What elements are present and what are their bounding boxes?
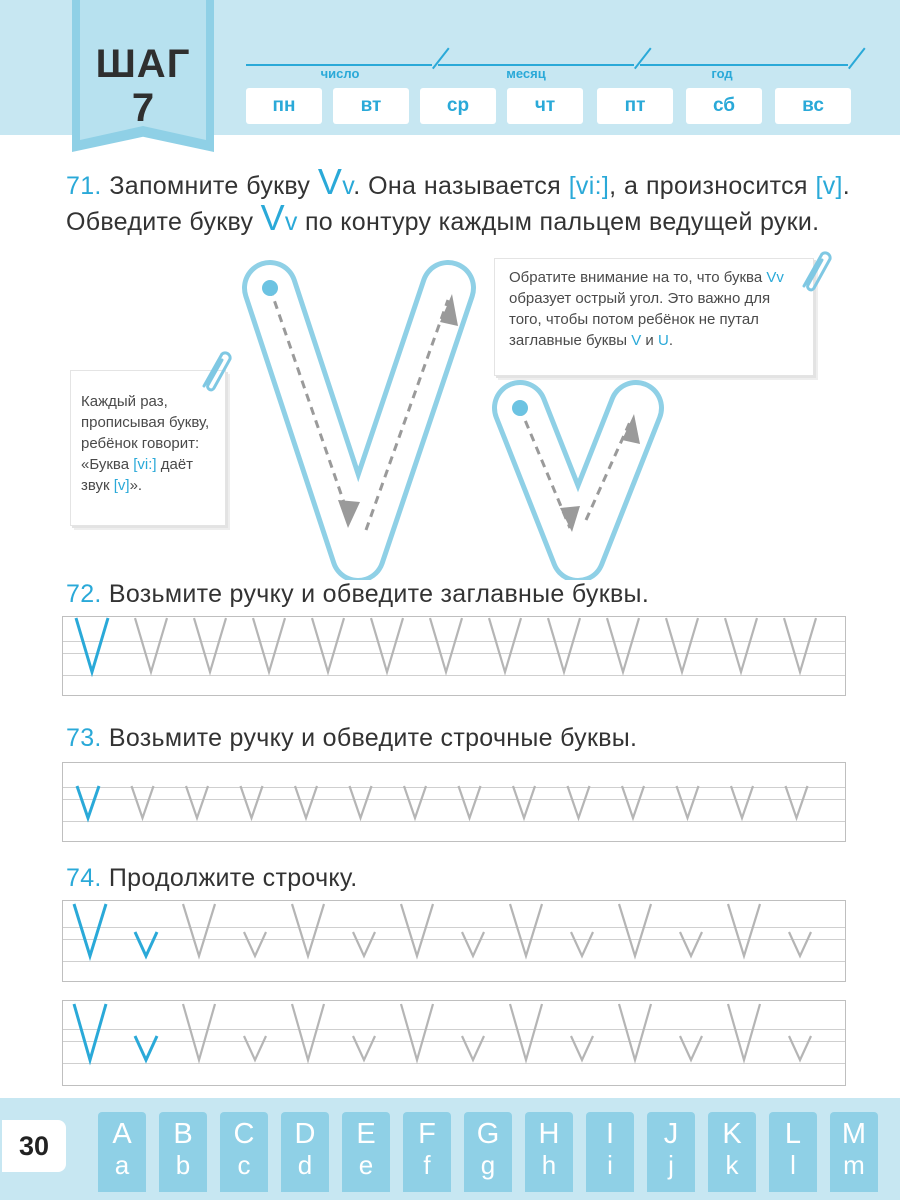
alphabet-tab-a <box>98 1112 146 1192</box>
task-73-number: 73. <box>66 724 102 752</box>
alphabet-lower: f <box>423 1150 431 1180</box>
trace-letter-v[interactable] <box>462 932 484 956</box>
note-text: Каждый раз, прописывая букву, ребёнок говорит: «Буква <box>81 393 210 473</box>
note-acute-angle <box>494 258 814 376</box>
trace-letter-v[interactable] <box>459 786 481 818</box>
trace-letter-V[interactable] <box>183 904 215 956</box>
alphabet-upper: D <box>294 1118 316 1150</box>
sample-letter-v[interactable] <box>135 1036 157 1060</box>
weekday-thu[interactable]: чт <box>507 88 583 124</box>
alphabet-tab-d <box>281 1112 329 1192</box>
weekday-tue[interactable]: вт <box>333 88 409 124</box>
note-text: . <box>668 332 673 349</box>
alphabet-tab-b <box>159 1112 207 1192</box>
sample-letter-v[interactable] <box>135 932 157 956</box>
page-number: 30 <box>2 1120 66 1172</box>
trace-letter-v[interactable] <box>571 1036 593 1060</box>
letter-sound: [v] <box>815 172 843 200</box>
task-71-part: . Обведите букву <box>66 172 850 236</box>
trace-letter-V[interactable] <box>292 1004 324 1060</box>
note-text: Обратите внимание на то, что буква <box>509 269 767 286</box>
trace-letter-V[interactable] <box>371 618 403 672</box>
trace-letter-v[interactable] <box>786 786 808 818</box>
weekday-sun[interactable]: вс <box>775 88 851 124</box>
lowercase-trace-row[interactable] <box>62 762 844 840</box>
note-text: ». <box>129 477 143 494</box>
alphabet-lower: d <box>297 1150 313 1180</box>
trace-letter-v[interactable] <box>571 932 593 956</box>
trace-letter-v[interactable] <box>241 786 263 818</box>
letter-upper: V <box>260 197 285 238</box>
alphabet-tab-i <box>586 1112 634 1192</box>
alphabet-upper: G <box>476 1118 500 1150</box>
note-text: образует острый угол. Это важно для того, чтобы потом ребёнок не путал заглавные буквы <box>509 290 771 349</box>
alphabet-lower: a <box>114 1150 130 1180</box>
trace-letter-V[interactable] <box>619 904 651 956</box>
task-73-text <box>66 724 637 753</box>
uppercase-v-outline[interactable] <box>262 280 458 555</box>
task-71-part: . Она называется <box>353 172 569 200</box>
note-letter-sound: [v] <box>113 477 130 494</box>
step-number: 7 <box>131 86 155 130</box>
task-73-instruction: Возьмите ручку и обведите строчные буквы. <box>101 724 638 752</box>
alphabet-tab-k <box>708 1112 756 1192</box>
trace-letter-v[interactable] <box>789 932 811 956</box>
alphabet-lower: l <box>790 1150 796 1180</box>
trace-letter-V[interactable] <box>430 618 462 672</box>
alphabet-upper: F <box>418 1118 436 1150</box>
alphabet-upper: J <box>663 1118 679 1150</box>
lowercase-v-outline[interactable] <box>512 400 640 555</box>
trace-letter-V[interactable] <box>728 1004 760 1060</box>
trace-letter-V[interactable] <box>135 618 167 672</box>
sample-letter-V[interactable] <box>74 904 106 956</box>
trace-letter-v[interactable] <box>244 1036 266 1060</box>
weekday-fri[interactable]: пт <box>597 88 673 124</box>
trace-letter-V[interactable] <box>666 618 698 672</box>
trace-letter-V[interactable] <box>194 618 226 672</box>
alphabet-lower: j <box>668 1150 674 1180</box>
uppercase-trace-row[interactable] <box>62 616 844 694</box>
task-74-number: 74. <box>66 864 102 892</box>
trace-letter-V[interactable] <box>183 1004 215 1060</box>
alphabet-upper: H <box>538 1118 560 1150</box>
alphabet-tab-m <box>830 1112 878 1192</box>
alphabet-upper: K <box>722 1118 742 1150</box>
alphabet-tab-e <box>342 1112 390 1192</box>
trace-letter-v[interactable] <box>186 786 208 818</box>
alphabet-lower: e <box>358 1150 374 1180</box>
trace-letter-v[interactable] <box>568 786 590 818</box>
trace-letter-v[interactable] <box>462 1036 484 1060</box>
trace-letter-v[interactable] <box>789 1036 811 1060</box>
trace-letter-v[interactable] <box>404 786 426 818</box>
alphabet-upper: B <box>173 1118 193 1150</box>
alphabet-lower: c <box>237 1150 251 1180</box>
trace-letter-V[interactable] <box>619 1004 651 1060</box>
trace-letter-V[interactable] <box>510 904 542 956</box>
trace-letter-v[interactable] <box>295 786 317 818</box>
trace-letter-v[interactable] <box>132 786 154 818</box>
letter-lower: v <box>342 172 354 200</box>
alphabet-tab-j <box>647 1112 695 1192</box>
alphabet-lower: m <box>843 1150 865 1180</box>
trace-letter-V[interactable] <box>725 618 757 672</box>
trace-letter-v[interactable] <box>350 786 372 818</box>
alphabet-lower: k <box>725 1150 739 1180</box>
continue-trace-row-1[interactable] <box>62 900 844 980</box>
alphabet-tab-l <box>769 1112 817 1192</box>
alphabet-lower: b <box>175 1150 191 1180</box>
alphabet-tab-g <box>464 1112 512 1192</box>
letter-upper: V <box>317 161 343 202</box>
trace-letter-v[interactable] <box>244 932 266 956</box>
trace-letter-V[interactable] <box>607 618 639 672</box>
trace-letter-v[interactable] <box>353 932 375 956</box>
weekday-sat[interactable]: сб <box>686 88 762 124</box>
weekday-wed[interactable]: ср <box>420 88 496 124</box>
trace-letter-v[interactable] <box>622 786 644 818</box>
sample-letter-V[interactable] <box>76 618 108 672</box>
trace-letter-V[interactable] <box>548 618 580 672</box>
alphabet-tab-f <box>403 1112 451 1192</box>
trace-letter-V[interactable] <box>489 618 521 672</box>
trace-letter-V[interactable] <box>401 1004 433 1060</box>
date-label-month: месяц <box>506 66 546 81</box>
task-72-instruction: Возьмите ручку и обведите заглавные буквы. <box>101 580 650 608</box>
note-letters: Vv <box>766 269 784 286</box>
alphabet-tab-c <box>220 1112 268 1192</box>
note-letter-u: U <box>657 332 669 349</box>
date-label-day: число <box>320 66 360 81</box>
trace-letter-v[interactable] <box>513 786 535 818</box>
task-71-part: по контуру каждым пальцем ведущей руки. <box>297 208 820 236</box>
trace-letter-V[interactable] <box>312 618 344 672</box>
continue-trace-row-2[interactable] <box>62 1000 844 1084</box>
alphabet-upper: C <box>233 1118 255 1150</box>
alphabet-upper: E <box>356 1118 376 1150</box>
trace-letter-V[interactable] <box>401 904 433 956</box>
task-72-number: 72. <box>66 580 102 608</box>
task-74-text <box>66 864 357 893</box>
task-71-number: 71. <box>66 172 102 200</box>
task-71-text <box>66 161 850 238</box>
note-letter-name: [vi:] <box>133 456 157 473</box>
trace-letter-v[interactable] <box>680 1036 702 1060</box>
alphabet-upper: M <box>841 1118 867 1150</box>
task-71-part: Запомните букву <box>101 172 318 200</box>
note-letter-v: V <box>631 332 642 349</box>
trace-letter-V[interactable] <box>292 904 324 956</box>
alphabet-lower: h <box>541 1150 557 1180</box>
trace-letter-v[interactable] <box>731 786 753 818</box>
note-text: даёт звук <box>81 456 194 494</box>
trace-letter-V[interactable] <box>784 618 816 672</box>
trace-letter-V[interactable] <box>728 904 760 956</box>
letter-lower: v <box>284 208 298 236</box>
trace-letter-v[interactable] <box>353 1036 375 1060</box>
alphabet-upper: A <box>112 1118 132 1150</box>
paperclip-icon <box>196 346 232 394</box>
weekday-mon[interactable]: пн <box>246 88 322 124</box>
trace-letter-V[interactable] <box>510 1004 542 1060</box>
trace-letter-V[interactable] <box>253 618 285 672</box>
step-word: ШАГ <box>95 42 191 86</box>
trace-letter-v[interactable] <box>680 932 702 956</box>
paperclip-icon <box>796 246 832 294</box>
sample-letter-V[interactable] <box>74 1004 106 1060</box>
trace-letter-v[interactable] <box>677 786 699 818</box>
alphabet-upper: L <box>784 1118 802 1150</box>
letter-name: [vi:] <box>568 172 610 200</box>
alphabet-upper: I <box>605 1118 615 1150</box>
alphabet-lower: g <box>480 1150 496 1180</box>
date-label-year: год <box>711 66 733 81</box>
sample-letter-v[interactable] <box>77 786 99 818</box>
alphabet-tab-h <box>525 1112 573 1192</box>
alphabet-lower: i <box>607 1150 613 1180</box>
task-71-part: , а произносится <box>609 172 816 200</box>
note-text: и <box>641 332 658 349</box>
task-72-text <box>66 580 649 609</box>
task-74-instruction: Продолжите строчку. <box>101 864 358 892</box>
